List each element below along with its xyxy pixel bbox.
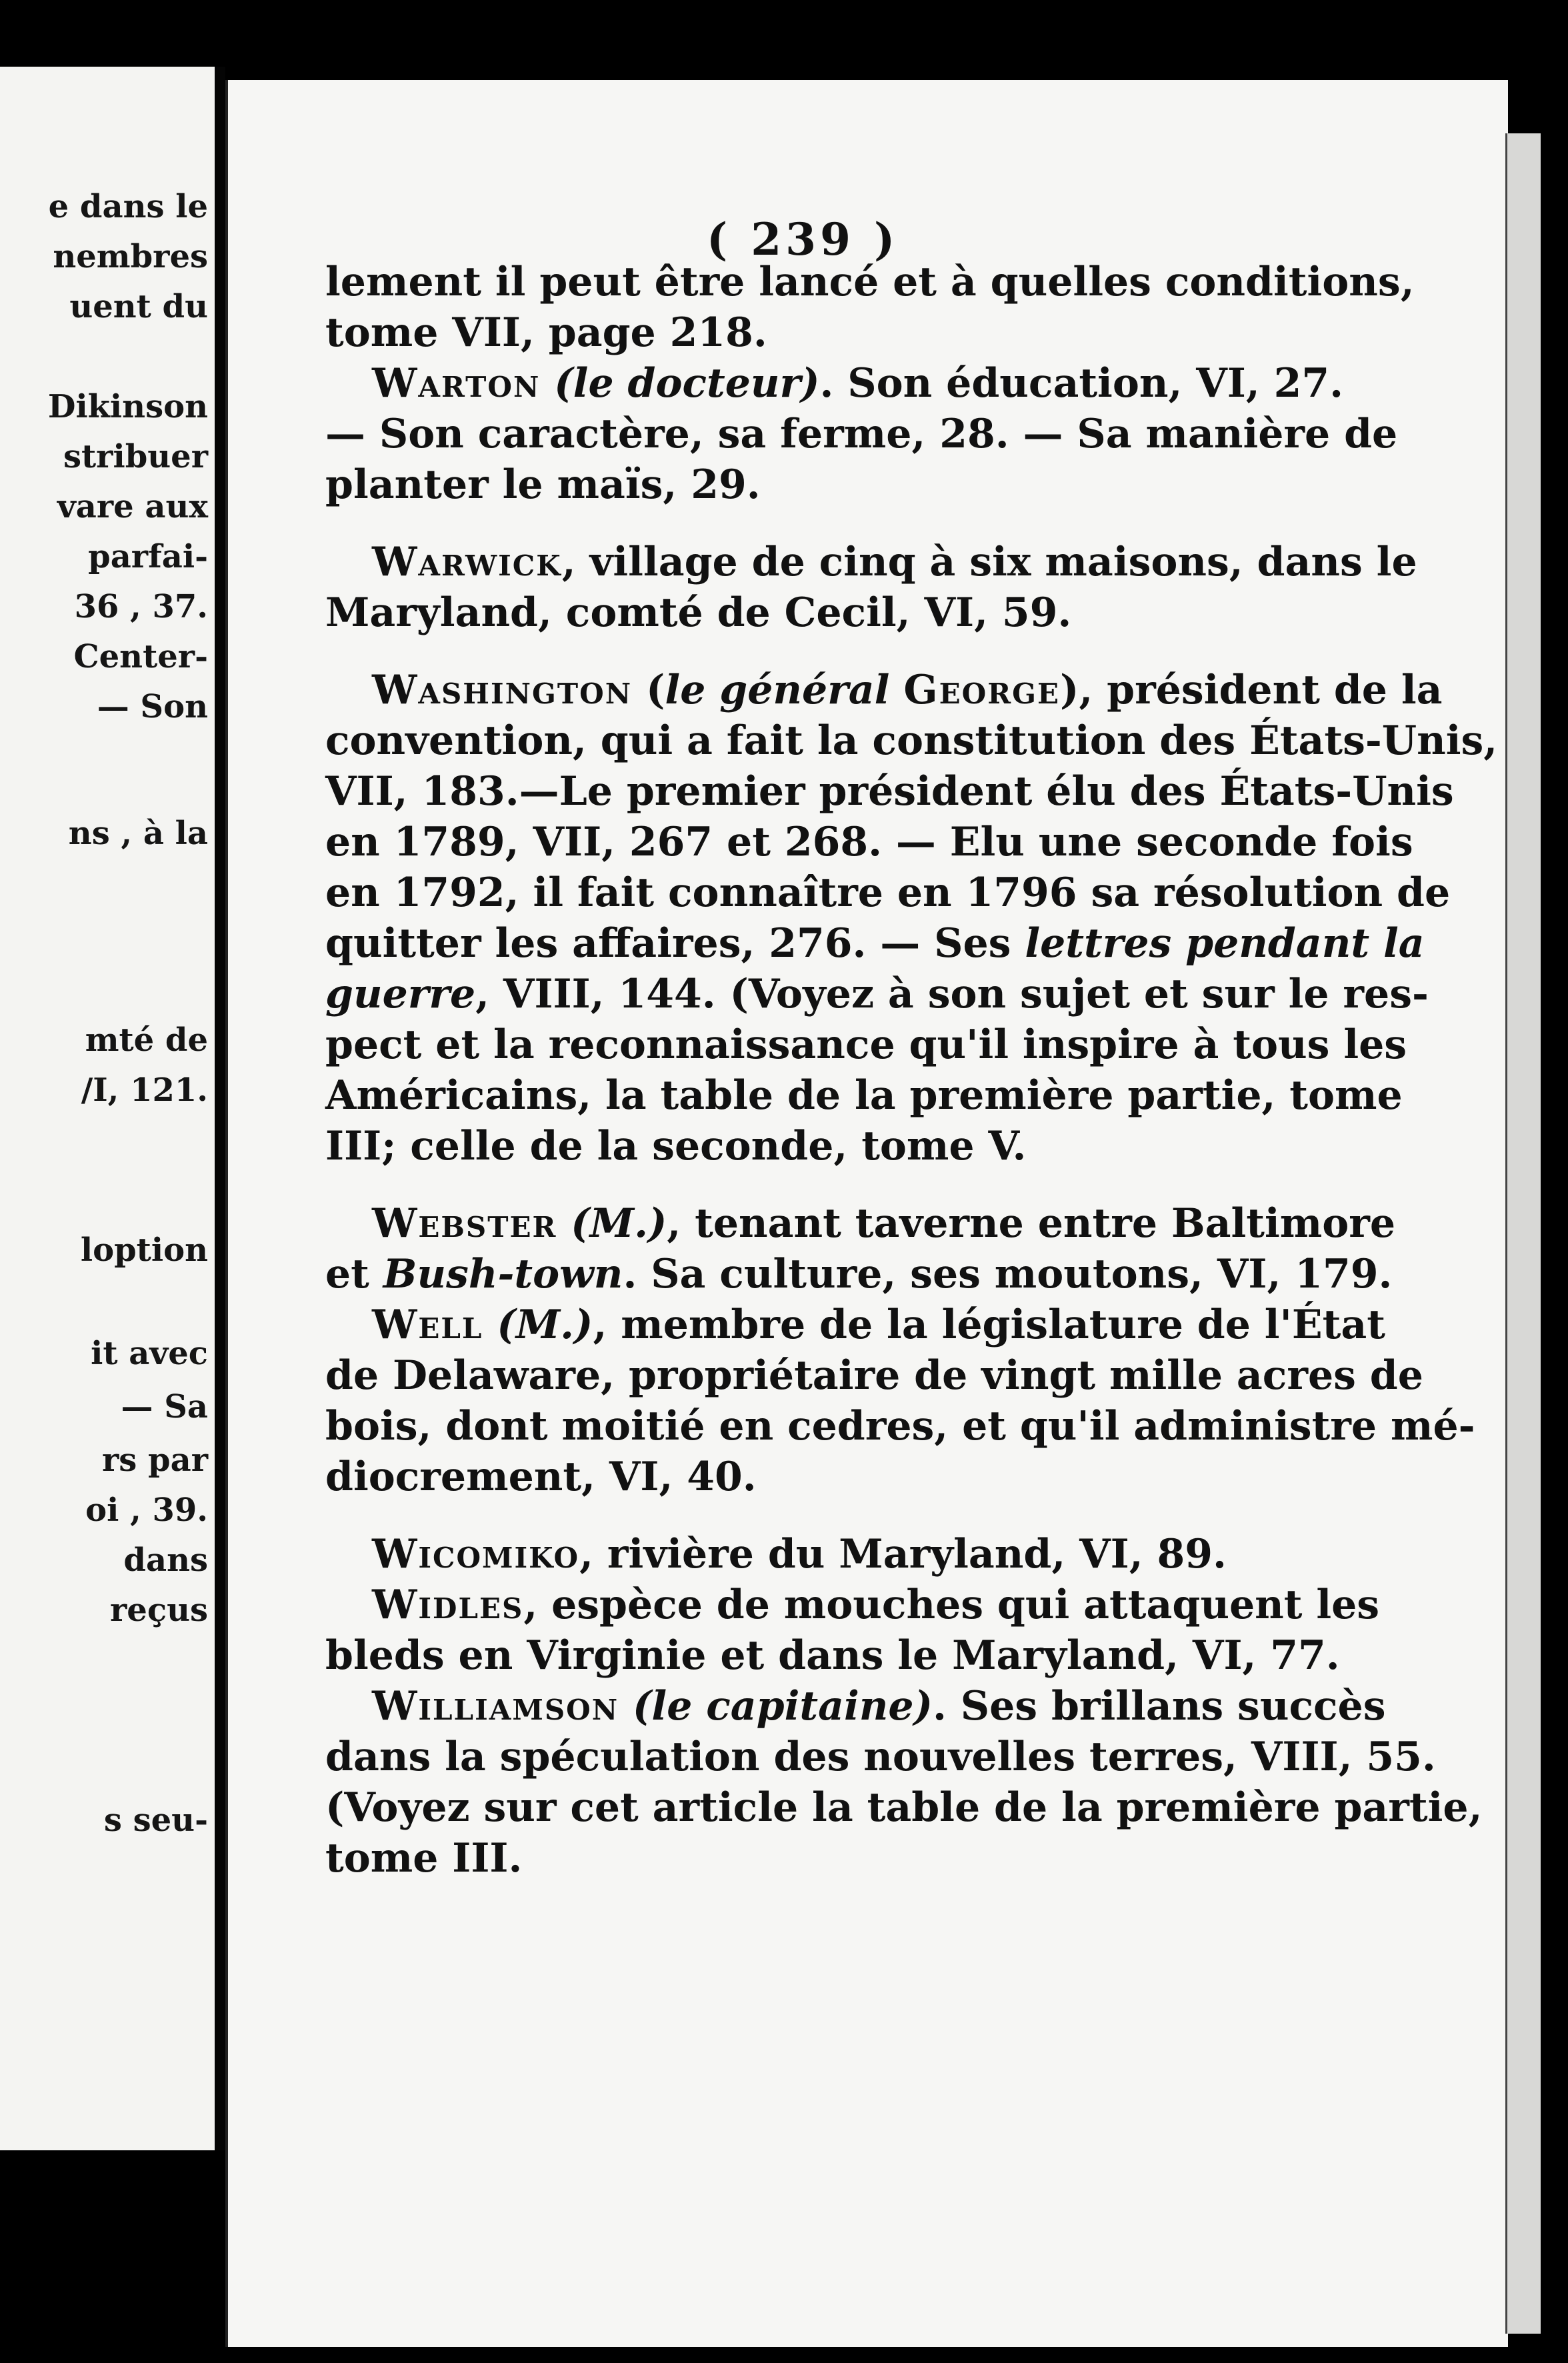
entry-headword: Warwick xyxy=(372,539,562,585)
entry-headword: George xyxy=(903,667,1060,713)
entry-text: Maryland, comté de Cecil, VI, 59. xyxy=(325,589,1072,636)
entry-text: quitter les affaires, 276. — Ses xyxy=(325,920,1025,967)
entry-line xyxy=(325,1681,1386,1732)
entry-spacer xyxy=(325,638,1225,665)
entry-text: , village de cinq à six maisons, dans le xyxy=(561,539,1417,585)
entry-text: . Son éducation, VI, 27. xyxy=(819,360,1344,407)
index-entry xyxy=(325,1681,1483,1884)
entry-text: pect et la reconnaissance qu'il inspire à tous les xyxy=(325,1021,1407,1068)
entry-line xyxy=(325,1401,1475,1452)
entry-line xyxy=(325,1732,1436,1782)
entry-italic-text: le général xyxy=(665,667,890,713)
entry-text: convention, qui a fait la constitution des États-Unis, xyxy=(325,717,1498,764)
entry-line xyxy=(325,409,1398,459)
entry-italic-text: (le docteur) xyxy=(554,360,820,407)
entry-line xyxy=(325,1630,1340,1681)
entry-text: tome III. xyxy=(325,1835,523,1882)
entry-headword: Wicomiko xyxy=(372,1531,580,1578)
entry-text: III; celle de la seconde, tome V. xyxy=(325,1123,1027,1169)
entry-text: tome VII, page 218. xyxy=(325,309,767,356)
entry-italic-text: guerre xyxy=(325,971,476,1017)
entry-headword: Well xyxy=(372,1302,483,1348)
page-edge xyxy=(1505,133,1541,2334)
entry-text: , espèce de mouches qui attaquent les xyxy=(523,1582,1380,1628)
left-page-line: nembres xyxy=(53,238,208,275)
entry-line xyxy=(325,1782,1483,1833)
entry-line xyxy=(325,1300,1385,1350)
index-entry xyxy=(325,1580,1380,1681)
left-page-line: 36 , 37. xyxy=(74,588,208,625)
entry-text xyxy=(557,1200,571,1247)
index-entry xyxy=(325,537,1417,638)
entry-text: en 1792, il fait connaître en 1796 sa résolution de xyxy=(325,869,1451,916)
entry-line xyxy=(325,918,1425,969)
entry-text: de Delaware, propriétaire de vingt mille acres de xyxy=(325,1352,1423,1399)
entry-headword: Williamson xyxy=(372,1683,619,1730)
entry-text: dans la spéculation des nouvelles terres, VIII, 55. xyxy=(325,1734,1436,1780)
left-page-line: parfai- xyxy=(88,538,208,575)
entry-text: (Voyez sur cet article la table de la première partie, xyxy=(325,1784,1483,1831)
entry-spacer xyxy=(325,1502,1225,1529)
entry-italic-text: (le capitaine) xyxy=(633,1683,933,1730)
entry-line xyxy=(325,665,1443,715)
left-page-line: Dikinson xyxy=(47,388,208,425)
left-page-line: — Son xyxy=(97,688,208,725)
left-page-line: reçus xyxy=(110,1592,208,1629)
entry-headword: Warton xyxy=(372,360,541,407)
index-entry xyxy=(325,1198,1396,1300)
entry-text: et xyxy=(325,1251,383,1298)
left-page-line: mté de xyxy=(85,1021,208,1059)
entry-text: , tenant taverne entre Baltimore xyxy=(667,1200,1396,1247)
entry-line xyxy=(325,537,1417,587)
entry-text: ( xyxy=(632,667,665,713)
entry-text: , rivière du Maryland, VI, 89. xyxy=(579,1531,1227,1578)
entry-text: planter le maïs, 29. xyxy=(325,461,761,508)
left-page-line: e dans le xyxy=(48,188,208,225)
entry-italic-text: (M.) xyxy=(497,1302,593,1348)
index-entry xyxy=(325,1529,1225,1580)
entry-line xyxy=(325,766,1454,817)
index-entry xyxy=(325,257,1415,358)
entry-line xyxy=(325,1019,1407,1070)
entry-text xyxy=(889,667,903,713)
left-page-line: — Sa xyxy=(121,1388,208,1426)
left-page-line: dans xyxy=(123,1542,208,1579)
entry-text: , VIII, 144. (Voyez à son sujet et sur le res- xyxy=(475,971,1429,1017)
entry-line xyxy=(325,307,1225,358)
entry-line xyxy=(325,1580,1380,1630)
entry-text: lement il peut être lancé et à quelles conditions, xyxy=(325,259,1415,305)
left-page xyxy=(0,67,215,2150)
entry-line xyxy=(325,1833,1225,1884)
entry-line xyxy=(325,459,1225,510)
entry-text: diocrement, VI, 40. xyxy=(325,1454,757,1500)
left-page-line: ns , à la xyxy=(68,815,208,852)
entry-line xyxy=(325,715,1498,766)
entry-line xyxy=(325,1198,1396,1249)
entry-text: bois, dont moitié en cedres, et qu'il administre mé- xyxy=(325,1403,1475,1450)
left-page-line: oi , 39. xyxy=(85,1492,208,1529)
entry-headword: Webster xyxy=(372,1200,557,1247)
entry-text: VII, 183.—Le premier président élu des États-Unis xyxy=(325,768,1454,815)
left-page-line: vare aux xyxy=(57,488,208,525)
left-page-line: rs par xyxy=(102,1442,208,1479)
entry-line xyxy=(325,1452,1225,1502)
entry-line xyxy=(325,1350,1423,1401)
entry-text: Américains, la table de la première partie, tome xyxy=(325,1072,1403,1119)
left-page-line: loption xyxy=(80,1232,208,1269)
entry-text: bleds en Virginie et dans le Maryland, VI, 77. xyxy=(325,1632,1340,1679)
entry-text xyxy=(619,1683,633,1730)
entry-line xyxy=(325,1121,1225,1171)
entry-line xyxy=(325,969,1429,1019)
entry-italic-text: lettres pendant la xyxy=(1025,920,1425,967)
entry-line xyxy=(325,817,1413,867)
index-entry xyxy=(325,358,1398,510)
left-page-line: s seu- xyxy=(103,1802,208,1839)
entry-italic-text: Bush-town xyxy=(383,1251,623,1298)
entry-line xyxy=(325,587,1225,638)
entry-line xyxy=(325,1070,1403,1121)
left-page-line: uent du xyxy=(69,288,208,325)
left-page-line: /I, 121. xyxy=(81,1071,208,1109)
entry-headword: Washington xyxy=(372,667,633,713)
left-page-line: it avec xyxy=(91,1335,208,1372)
entry-line xyxy=(325,1529,1225,1580)
entry-text: . Sa culture, ses moutons, VI, 179. xyxy=(623,1251,1393,1298)
entry-line xyxy=(325,867,1451,918)
book-gutter xyxy=(215,67,225,2150)
index-entry xyxy=(325,665,1498,1171)
left-page-line: Center- xyxy=(73,638,208,675)
entry-text: . Ses brillans succès xyxy=(933,1683,1386,1730)
entry-line xyxy=(325,358,1344,409)
entry-spacer xyxy=(325,510,1225,537)
entry-text: , membre de la législature de l'État xyxy=(593,1302,1385,1348)
index-entries xyxy=(325,257,1498,1884)
entry-text: — Son caractère, sa ferme, 28. — Sa manière de xyxy=(325,411,1398,457)
entry-text xyxy=(540,360,554,407)
entry-text xyxy=(483,1302,497,1348)
page-number: ( 239 ) xyxy=(707,213,899,265)
entry-line xyxy=(325,257,1415,307)
entry-text: ), président de la xyxy=(1059,667,1443,713)
index-entry xyxy=(325,1300,1475,1502)
left-page-line: stribuer xyxy=(63,438,208,475)
entry-spacer xyxy=(325,1171,1225,1198)
entry-italic-text: (M.) xyxy=(571,1200,667,1247)
entry-line xyxy=(325,1249,1393,1300)
entry-text: en 1789, VII, 267 et 268. — Elu une seconde fois xyxy=(325,819,1413,865)
entry-headword: Widles xyxy=(372,1582,524,1628)
